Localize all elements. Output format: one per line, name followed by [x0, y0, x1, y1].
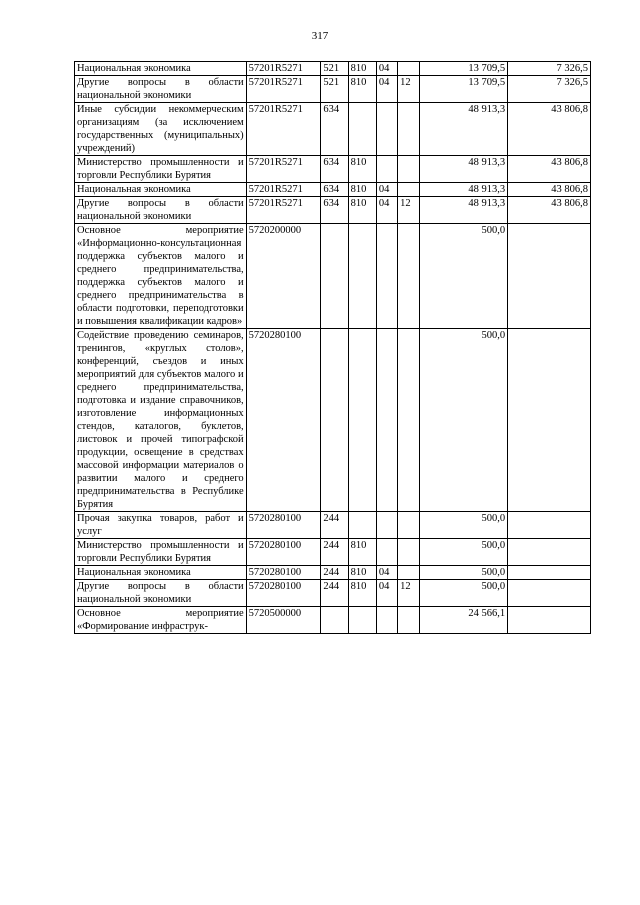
ministry-code-cell: 810: [348, 183, 376, 197]
table-row: [75, 183, 591, 197]
table-body: [75, 62, 591, 634]
row-name-cell: Министерство промышленности и торговли Республики Бурятия: [75, 539, 247, 566]
amount-1-cell: 48 913,3: [420, 103, 508, 156]
ministry-code-cell: 810: [348, 580, 376, 607]
table-row: [75, 539, 591, 566]
ministry-code-cell: 810: [348, 197, 376, 224]
subsection-cell: [398, 607, 420, 634]
target-article-cell: 57201R5271: [246, 62, 321, 76]
subsection-cell: 12: [398, 197, 420, 224]
table-row: [75, 224, 591, 329]
amount-2-cell: [508, 539, 591, 566]
table-row: [75, 62, 591, 76]
page-number: 317: [311, 30, 329, 42]
target-article-cell: 57201R5271: [246, 156, 321, 183]
row-name-cell: Основное мероприятие «Формирование инфраструк-: [75, 607, 247, 634]
amount-1-cell: 13 709,5: [420, 62, 508, 76]
expense-type-cell: [321, 224, 348, 329]
amount-2-cell: 43 806,8: [508, 197, 591, 224]
subsection-cell: [398, 183, 420, 197]
ministry-code-cell: [348, 329, 376, 512]
target-article-cell: 57201R5271: [246, 197, 321, 224]
section-cell: [376, 607, 397, 634]
table-row: [75, 566, 591, 580]
amount-2-cell: 43 806,8: [508, 183, 591, 197]
amount-2-cell: [508, 580, 591, 607]
subsection-cell: [398, 512, 420, 539]
subsection-cell: 12: [398, 580, 420, 607]
ministry-code-cell: [348, 512, 376, 539]
section-cell: 04: [376, 566, 397, 580]
section-cell: 04: [376, 76, 397, 103]
ministry-code-cell: 810: [348, 156, 376, 183]
row-name-cell: Основное мероприятие «Информационно-консультационная поддержка субъектов малого и среднего предпринимательства, поддержка субъектов малого и среднего предпринимательства в области подготовки, переподготовки и повышения квалификации кадров»: [75, 224, 247, 329]
expense-type-cell: 244: [321, 566, 348, 580]
table-row: [75, 512, 591, 539]
amount-2-cell: [508, 607, 591, 634]
subsection-cell: [398, 224, 420, 329]
row-name-cell: Другие вопросы в области национальной экономики: [75, 76, 247, 103]
amount-2-cell: 7 326,5: [508, 62, 591, 76]
target-article-cell: 5720280100: [246, 566, 321, 580]
amount-1-cell: 48 913,3: [420, 183, 508, 197]
expense-type-cell: 634: [321, 183, 348, 197]
section-cell: 04: [376, 197, 397, 224]
table-row: [75, 76, 591, 103]
target-article-cell: 5720200000: [246, 224, 321, 329]
amount-2-cell: [508, 224, 591, 329]
target-article-cell: 57201R5271: [246, 103, 321, 156]
row-name-cell: Содействие проведению семинаров, тренингов, «круглых столов», конференций, съездов и иных мероприятий для субъектов малого и среднего предпринимательства, подготовка и издание справочников, изготовление информационных стендов, каталогов, буклетов, листовок и прочей типографской продукции, освещение в средствах массовой информации материалов о развитии малого и среднего предпринимательства в Республике Бурятия: [75, 329, 247, 512]
row-name-cell: Иные субсидии некоммерческим организациям (за исключением государственных (муниципальных) учреждений): [75, 103, 247, 156]
expense-type-cell: 521: [321, 76, 348, 103]
section-cell: [376, 539, 397, 566]
ministry-code-cell: 810: [348, 539, 376, 566]
table-row: [75, 103, 591, 156]
amount-1-cell: 500,0: [420, 566, 508, 580]
expense-type-cell: 244: [321, 539, 348, 566]
section-cell: [376, 329, 397, 512]
section-cell: 04: [376, 580, 397, 607]
amount-1-cell: 500,0: [420, 539, 508, 566]
amount-1-cell: 48 913,3: [420, 197, 508, 224]
row-name-cell: Министерство промышленности и торговли Республики Бурятия: [75, 156, 247, 183]
amount-2-cell: 7 326,5: [508, 76, 591, 103]
expense-type-cell: [321, 329, 348, 512]
row-name-cell: Прочая закупка товаров, работ и услуг: [75, 512, 247, 539]
subsection-cell: [398, 539, 420, 566]
subsection-cell: [398, 103, 420, 156]
row-name-cell: Национальная экономика: [75, 183, 247, 197]
table-row: [75, 156, 591, 183]
amount-2-cell: [508, 566, 591, 580]
amount-1-cell: 500,0: [420, 512, 508, 539]
table-row: [75, 329, 591, 512]
amount-2-cell: [508, 329, 591, 512]
target-article-cell: 5720280100: [246, 580, 321, 607]
section-cell: 04: [376, 183, 397, 197]
amount-1-cell: 500,0: [420, 224, 508, 329]
amount-1-cell: 13 709,5: [420, 76, 508, 103]
expense-type-cell: 634: [321, 156, 348, 183]
ministry-code-cell: 810: [348, 76, 376, 103]
section-cell: 04: [376, 62, 397, 76]
section-cell: [376, 156, 397, 183]
ministry-code-cell: [348, 224, 376, 329]
amount-1-cell: 500,0: [420, 329, 508, 512]
table-row: [75, 607, 591, 634]
section-cell: [376, 103, 397, 156]
subsection-cell: 12: [398, 76, 420, 103]
ministry-code-cell: 810: [348, 62, 376, 76]
amount-1-cell: 500,0: [420, 580, 508, 607]
row-name-cell: Национальная экономика: [75, 566, 247, 580]
expense-type-cell: [321, 607, 348, 634]
ministry-code-cell: [348, 103, 376, 156]
amount-2-cell: 43 806,8: [508, 103, 591, 156]
expense-type-cell: 521: [321, 62, 348, 76]
amount-1-cell: 24 566,1: [420, 607, 508, 634]
row-name-cell: Другие вопросы в области национальной экономики: [75, 197, 247, 224]
subsection-cell: [398, 566, 420, 580]
target-article-cell: 57201R5271: [246, 183, 321, 197]
budget-table: [74, 61, 591, 634]
subsection-cell: [398, 62, 420, 76]
subsection-cell: [398, 156, 420, 183]
amount-2-cell: [508, 512, 591, 539]
row-name-cell: Другие вопросы в области национальной экономики: [75, 580, 247, 607]
ministry-code-cell: 810: [348, 566, 376, 580]
target-article-cell: 5720280100: [246, 539, 321, 566]
section-cell: [376, 224, 397, 329]
table-row: [75, 197, 591, 224]
expense-type-cell: 244: [321, 580, 348, 607]
subsection-cell: [398, 329, 420, 512]
amount-1-cell: 48 913,3: [420, 156, 508, 183]
row-name-cell: Национальная экономика: [75, 62, 247, 76]
table-row: [75, 580, 591, 607]
expense-type-cell: 244: [321, 512, 348, 539]
target-article-cell: 5720280100: [246, 512, 321, 539]
target-article-cell: 5720500000: [246, 607, 321, 634]
target-article-cell: 5720280100: [246, 329, 321, 512]
section-cell: [376, 512, 397, 539]
expense-type-cell: 634: [321, 103, 348, 156]
target-article-cell: 57201R5271: [246, 76, 321, 103]
ministry-code-cell: [348, 607, 376, 634]
expense-type-cell: 634: [321, 197, 348, 224]
amount-2-cell: 43 806,8: [508, 156, 591, 183]
